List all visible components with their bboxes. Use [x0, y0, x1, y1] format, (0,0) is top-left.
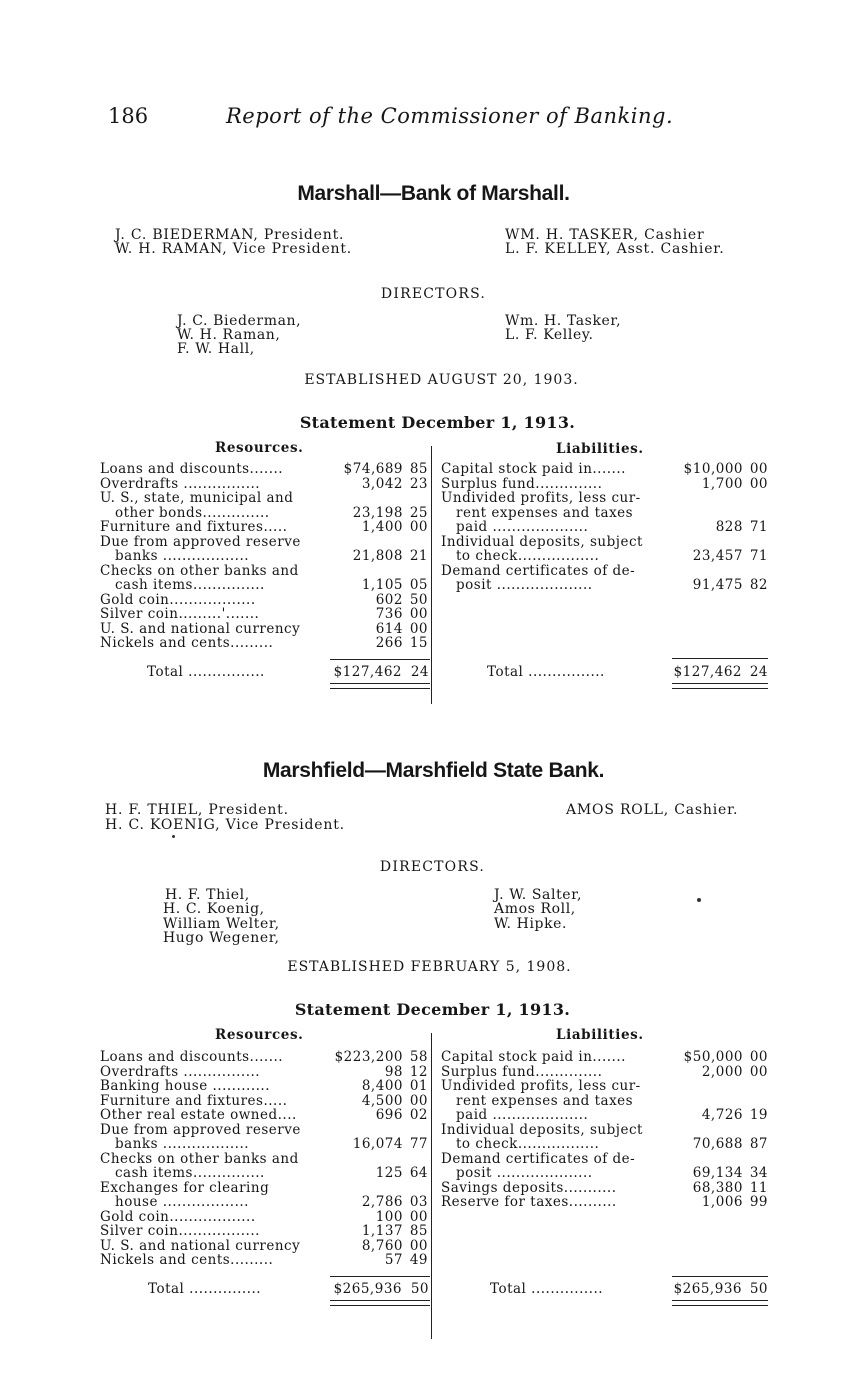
ledger-cents: 99 — [749, 1194, 768, 1210]
ledger-label: Capital stock paid in....... — [441, 1049, 626, 1065]
ledger-dollars: 736 — [375, 606, 403, 622]
total-cents: 50 — [410, 1281, 429, 1297]
ledger-dollars: 1,400 — [361, 519, 403, 535]
officer-asst-cashier: L. F. KELLEY, Asst. Cashier. — [505, 241, 725, 257]
director-name: H. C. Koenig, — [163, 901, 265, 917]
bank-title: Marshall—Bank of Marshall. — [297, 182, 570, 205]
total-label: Total ................ — [487, 664, 605, 680]
ledger-dollars: 266 — [375, 635, 403, 651]
directors-heading: DIRECTORS. — [379, 859, 486, 875]
director-name: L. F. Kelley. — [505, 327, 594, 343]
ledger-row — [441, 520, 768, 535]
ledger-row — [441, 564, 768, 579]
ledger-label: U. S., state, municipal and — [100, 490, 294, 506]
total-amount: $265,936 — [673, 1281, 742, 1297]
ledger-label: Reserve for taxes.......... — [441, 1194, 617, 1210]
page-number: 186 — [108, 104, 149, 128]
ledger-label: cash items............... — [115, 577, 265, 593]
ledger-cents: 00 — [749, 475, 768, 492]
ledger-label: Checks on other banks and — [100, 562, 299, 579]
ledger-row — [100, 506, 428, 521]
ledger-label: Nickels and cents......... — [100, 635, 274, 651]
ledger-dollars: 1,700 — [701, 475, 743, 492]
ledger-row — [100, 535, 428, 550]
ledger-row — [100, 1094, 428, 1109]
ledger-cents: 03 — [409, 1194, 428, 1210]
ledger-cents: 23 — [409, 475, 428, 492]
resources-total-row — [148, 1281, 429, 1297]
ledger-label: banks .................. — [115, 548, 250, 564]
officer-president: J. C. BIEDERMAN, President. — [115, 227, 345, 243]
ledger-cents: 12 — [409, 1063, 428, 1080]
ledger-row — [441, 506, 768, 521]
ledger-label: posit .................... — [456, 1165, 593, 1181]
ledger-dollars: 1,137 — [361, 1223, 403, 1239]
total-label: Total ............... — [490, 1281, 604, 1297]
ledger-dollars: 3,042 — [361, 475, 403, 492]
liabilities-total-row — [490, 1281, 768, 1297]
ledger-label: Undivided profits, less cur- — [441, 1078, 641, 1094]
ledger-cents: 01 — [409, 1078, 428, 1094]
ledger-row — [100, 607, 428, 622]
officer-president: H. F. THIEL, President. — [105, 802, 289, 818]
ledger-label: U. S. and national currency — [100, 620, 301, 637]
total-rule — [330, 1276, 430, 1277]
ledger-cents: 00 — [409, 1092, 428, 1109]
ledger-label: Undivided profits, less cur- — [441, 490, 641, 506]
ledger-row — [100, 1137, 428, 1152]
ledger-label: Individual deposits, subject — [441, 1121, 643, 1138]
ledger-dollars: $74,689 — [343, 461, 403, 477]
ledger-row — [441, 491, 768, 506]
ledger-label: Nickels and cents......... — [100, 1252, 274, 1268]
ledger-cents: 00 — [409, 606, 428, 622]
ledger-row — [100, 491, 428, 506]
liabilities-heading: Liabilities. — [556, 441, 644, 457]
ledger-dollars: 98 — [384, 1063, 403, 1080]
ledger-label: Loans and discounts....... — [100, 1049, 284, 1065]
ledger-dollars: 68,380 — [692, 1179, 743, 1196]
ledger-label: Silver coin................. — [100, 1223, 260, 1239]
ledger-label: Overdrafts ................ — [100, 1063, 261, 1080]
ledger-row — [441, 578, 768, 593]
established-date: ESTABLISHED FEBRUARY 5, 1908. — [287, 959, 572, 975]
director-name: Amos Roll, — [494, 901, 576, 917]
ledger-dollars: $223,200 — [334, 1049, 403, 1065]
ledger-row — [441, 549, 768, 564]
ledger-label: Furniture and fixtures..... — [100, 519, 288, 535]
ledger-row — [100, 1050, 428, 1065]
ledger-dollars: 614 — [375, 620, 403, 637]
ledger-dollars: 828 — [715, 519, 743, 535]
ledger-row — [441, 1123, 768, 1138]
ledger-dollars: 2,786 — [361, 1194, 403, 1210]
ledger-row — [100, 564, 428, 579]
ledger-row — [100, 622, 428, 637]
total-cents: 24 — [749, 664, 768, 680]
ledger-cents: 00 — [749, 1063, 768, 1080]
ledger-row — [100, 477, 428, 492]
column-divider — [431, 446, 432, 704]
ledger-label: Demand certificates of de- — [441, 562, 636, 579]
total-double-rule — [672, 1300, 768, 1306]
ledger-row — [441, 1079, 768, 1094]
ledger-dollars: 23,457 — [692, 548, 743, 564]
ledger-row — [100, 1253, 428, 1268]
ledger-cents: 15 — [409, 635, 428, 651]
ledger-dollars: 4,500 — [361, 1092, 403, 1109]
running-title: Report of the Commissioner of Banking. — [226, 104, 674, 128]
ledger-label: rent expenses and taxes — [456, 1092, 634, 1109]
ledger-label: to check................. — [456, 1136, 600, 1152]
ledger-cents: 02 — [409, 1107, 428, 1123]
ledger-row — [100, 1152, 428, 1167]
ledger-dollars: 21,808 — [352, 548, 403, 564]
ledger-row — [441, 535, 768, 550]
ledger-label: Overdrafts ................ — [100, 475, 261, 492]
ledger-cents: 00 — [409, 620, 428, 637]
ledger-dollars: 696 — [375, 1107, 403, 1123]
ledger-dollars: 100 — [375, 1208, 403, 1225]
total-rule — [672, 658, 768, 659]
ledger-row — [100, 1166, 428, 1181]
ledger-cents: 00 — [409, 1208, 428, 1225]
statement-heading: Statement December 1, 1913. — [299, 413, 576, 432]
ledger-row — [441, 1108, 768, 1123]
established-date: ESTABLISHED AUGUST 20, 1903. — [304, 372, 579, 388]
ledger-label: Individual deposits, subject — [441, 533, 643, 550]
director-name: J. C. Biederman, — [177, 313, 302, 329]
ledger-dollars: $10,000 — [683, 461, 743, 477]
ledger-label: Surplus fund.............. — [441, 1063, 603, 1080]
ledger-dollars: 125 — [375, 1165, 403, 1181]
ledger-cents: 00 — [749, 1049, 768, 1065]
ledger-row — [441, 1181, 768, 1196]
ledger-label: Furniture and fixtures..... — [100, 1092, 288, 1109]
total-rule — [672, 1276, 768, 1277]
ledger-cents: 87 — [749, 1136, 768, 1152]
ledger-cents: 25 — [409, 504, 428, 521]
resources-heading: Resources. — [215, 1027, 304, 1043]
ledger-row — [100, 462, 428, 477]
ledger-row — [441, 1166, 768, 1181]
ledger-cents: 50 — [409, 591, 428, 608]
ledger-label: Other real estate owned.... — [100, 1107, 297, 1123]
ledger-dollars: 8,400 — [361, 1078, 403, 1094]
ledger-row — [100, 593, 428, 608]
ledger-row — [100, 1210, 428, 1225]
total-rule — [330, 659, 430, 660]
ledger-row — [100, 520, 428, 535]
total-double-rule — [330, 1300, 430, 1306]
ledger-cents: 85 — [409, 1223, 428, 1239]
ledger-dollars: 4,726 — [701, 1107, 743, 1123]
ledger-label: Demand certificates of de- — [441, 1150, 636, 1167]
ledger-cents: 21 — [409, 548, 428, 564]
ledger-row — [100, 1239, 428, 1254]
liabilities-total-row — [487, 664, 768, 680]
total-amount: $127,462 — [673, 664, 742, 680]
officer-vice-president: W. H. RAMAN, Vice President. — [115, 241, 353, 257]
ledger-row — [100, 1181, 428, 1196]
ledger-row — [441, 1195, 768, 1210]
ledger-label: Savings deposits........... — [441, 1179, 617, 1196]
ledger-label: cash items............... — [115, 1165, 265, 1181]
ledger-label: paid .................... — [456, 1107, 589, 1123]
ledger-label: banks .................. — [115, 1136, 250, 1152]
director-name: W. H. Raman, — [177, 327, 281, 343]
ledger-label: Banking house ............ — [100, 1078, 271, 1094]
column-divider — [431, 1033, 432, 1339]
ledger-cents: 34 — [749, 1165, 768, 1181]
officer-cashier: WM. H. TASKER, Cashier — [505, 227, 705, 243]
ledger-cents: 11 — [749, 1179, 768, 1196]
ledger-dollars: 2,000 — [701, 1063, 743, 1080]
ledger-row — [100, 578, 428, 593]
total-label: Total ............... — [148, 1281, 262, 1297]
ledger-row — [441, 1065, 768, 1080]
speck — [172, 835, 175, 838]
ledger-label: Due from approved reserve — [100, 533, 301, 550]
ledger-cents: 19 — [749, 1107, 768, 1123]
ledger-cents: 64 — [409, 1165, 428, 1181]
running-header — [108, 100, 808, 134]
ledger-cents: 05 — [409, 577, 428, 593]
total-double-rule — [672, 683, 768, 689]
ledger-dollars: 91,475 — [692, 577, 743, 593]
ledger-dollars: 16,074 — [352, 1136, 403, 1152]
ledger-cents: 58 — [409, 1049, 428, 1065]
ledger-row — [100, 1079, 428, 1094]
ledger-cents: 82 — [749, 577, 768, 593]
liabilities-heading: Liabilities. — [556, 1027, 644, 1043]
director-name: Hugo Wegener, — [163, 930, 280, 946]
ledger-row — [441, 477, 768, 492]
ledger-cents: 00 — [749, 461, 768, 477]
total-label: Total ................ — [147, 664, 265, 680]
ledger-dollars: 57 — [384, 1252, 403, 1268]
director-name: J. W. Salter, — [494, 887, 582, 903]
ledger-cents: 71 — [749, 548, 768, 564]
ledger-label: Exchanges for clearing — [100, 1179, 270, 1196]
director-name: Wm. H. Tasker, — [505, 313, 622, 329]
ledger-row — [441, 1137, 768, 1152]
ledger-row — [100, 1108, 428, 1123]
ledger-label: Surplus fund.............. — [441, 475, 603, 492]
ledger-label: to check................. — [456, 548, 600, 564]
director-name: F. W. Hall, — [177, 341, 255, 357]
ledger-row — [100, 1123, 428, 1138]
ledger-row — [100, 1195, 428, 1210]
director-name: W. Hipke. — [494, 916, 568, 932]
ledger-dollars: 1,105 — [361, 577, 403, 593]
ledger-dollars: 70,688 — [692, 1136, 743, 1152]
ledger-dollars: $50,000 — [683, 1049, 743, 1065]
ledger-label: rent expenses and taxes — [456, 504, 634, 521]
ledger-label: U. S. and national currency — [100, 1237, 301, 1254]
ledger-cents: 00 — [409, 519, 428, 535]
total-amount: $265,936 — [333, 1281, 402, 1297]
ledger-label: Due from approved reserve — [100, 1121, 301, 1138]
ledger-row — [100, 636, 428, 651]
ledger-cents: 49 — [409, 1252, 428, 1268]
ledger-label: Loans and discounts....... — [100, 461, 284, 477]
resources-total-row — [147, 664, 429, 680]
total-double-rule — [330, 683, 430, 689]
ledger-label: paid .................... — [456, 519, 589, 535]
director-name: H. F. Thiel, — [165, 887, 250, 903]
speck — [697, 898, 701, 902]
resources-heading: Resources. — [215, 440, 304, 456]
ledger-row — [441, 1152, 768, 1167]
ledger-cents: 77 — [409, 1136, 428, 1152]
ledger-dollars: 602 — [375, 591, 403, 608]
director-name: William Welter, — [163, 916, 280, 932]
ledger-row — [100, 549, 428, 564]
directors-heading: DIRECTORS. — [380, 286, 487, 302]
total-cents: 50 — [749, 1281, 768, 1297]
ledger-label: Gold coin.................. — [100, 591, 256, 608]
ledger-label: house .................. — [115, 1194, 249, 1210]
officer-cashier: AMOS ROLL, Cashier. — [566, 802, 739, 818]
ledger-cents: 00 — [409, 1237, 428, 1254]
ledger-row — [100, 1224, 428, 1239]
ledger-dollars: 1,006 — [701, 1194, 743, 1210]
ledger-label: Silver coin.........'....... — [100, 606, 260, 622]
bank-title: Marshfield—Marshfield State Bank. — [262, 759, 605, 782]
ledger-label: Checks on other banks and — [100, 1150, 299, 1167]
total-cents: 24 — [410, 664, 429, 680]
ledger-cents: 85 — [409, 461, 428, 477]
ledger-row — [100, 1065, 428, 1080]
ledger-dollars: 8,760 — [361, 1237, 403, 1254]
ledger-label: other bonds.............. — [115, 504, 270, 521]
ledger-label: Gold coin.................. — [100, 1208, 256, 1225]
officer-vice-president: H. C. KOENIG, Vice President. — [105, 817, 345, 833]
ledger-label: Capital stock paid in....... — [441, 461, 626, 477]
ledger-row — [441, 462, 768, 477]
ledger-dollars: 23,198 — [352, 504, 403, 521]
ledger-cents: 71 — [749, 519, 768, 535]
statement-heading: Statement December 1, 1913. — [294, 1000, 571, 1019]
ledger-dollars: 69,134 — [692, 1165, 743, 1181]
ledger-row — [441, 1094, 768, 1109]
ledger-row — [441, 1050, 768, 1065]
total-amount: $127,462 — [333, 664, 402, 680]
ledger-label: posit .................... — [456, 577, 593, 593]
